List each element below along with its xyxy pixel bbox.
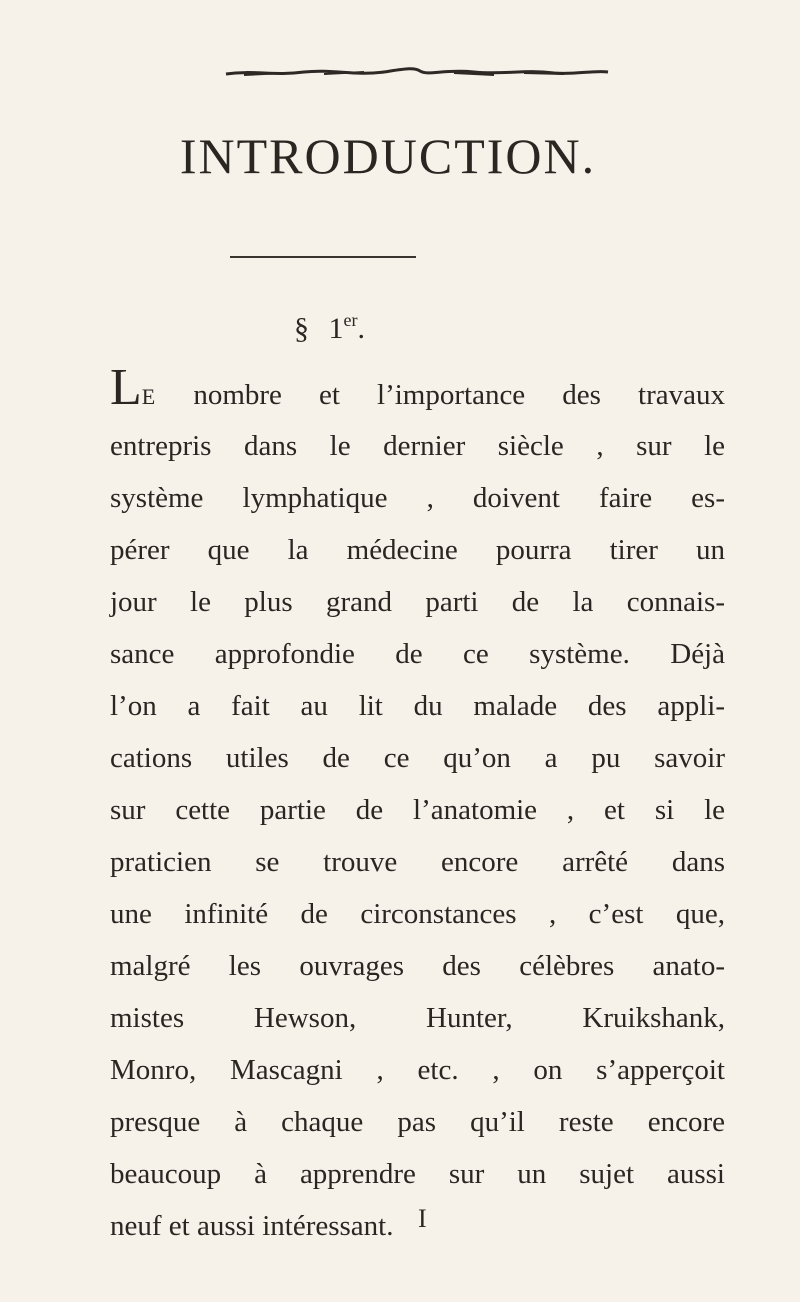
text-line: pérer que la médecine pourra tirer un — [110, 534, 725, 566]
text-line: praticien se trouve encore arrêté dans — [110, 846, 725, 878]
text-line: l’on a fait au lit du malade des appli- — [110, 690, 725, 722]
title-divider — [230, 256, 416, 258]
line-text: nombre et l’importance des travaux — [156, 379, 725, 411]
section-suffix: er — [343, 310, 358, 330]
small-caps: E — [141, 384, 157, 409]
text-line: cations utiles de ce qu’on a pu savoir — [110, 742, 725, 774]
text-line: une infinité de circonstances , c’est que, — [110, 898, 725, 930]
ornamental-rule — [224, 66, 610, 80]
drop-cap: L — [110, 359, 142, 416]
text-line — [110, 359, 725, 420]
section-number: 1 — [328, 312, 344, 345]
text-line: beaucoup à apprendre sur un sujet aussi — [110, 1158, 725, 1190]
text-line: sur cette partie de l’anatomie , et si le — [110, 794, 725, 826]
text-line: jour le plus grand parti de la connais- — [110, 586, 725, 618]
page-title: INTRODUCTION. — [179, 128, 597, 184]
section-heading — [294, 300, 365, 349]
text-line: malgré les ouvrages des célèbres anato- — [110, 950, 725, 982]
section-period: . — [357, 312, 365, 345]
introduction-paragraph — [110, 359, 725, 1252]
text-line: mistes Hewson, Hunter, Kruikshank, — [110, 1002, 725, 1034]
section-symbol: § — [294, 312, 309, 345]
signature-mark: I — [418, 1204, 427, 1233]
text-line: système lymphatique , doivent faire es- — [110, 482, 725, 514]
text-line: neuf et aussi intéressant. — [110, 1210, 394, 1242]
text-line: presque à chaque pas qu’il reste encore — [110, 1106, 725, 1138]
text-line: Monro, Mascagni , etc. , on s’apperçoit — [110, 1054, 725, 1086]
text-line: sance approfondie de ce système. Déjà — [110, 638, 725, 670]
text-line: entrepris dans le dernier siècle , sur le — [110, 430, 725, 462]
